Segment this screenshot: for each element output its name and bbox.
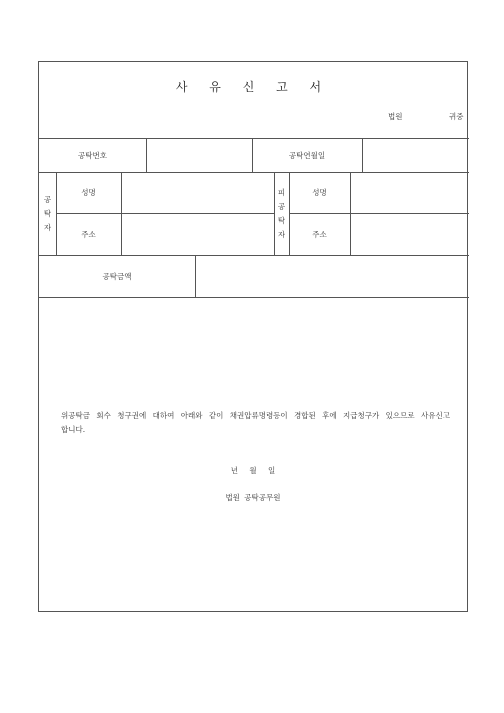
- depositor-name-field[interactable]: [121, 172, 274, 213]
- date-line: 년 월 일: [230, 466, 276, 475]
- depositor-address-label: 주소: [81, 229, 96, 239]
- non-depositor-name-field[interactable]: [350, 172, 469, 213]
- form-title: 사 유 신 고 서: [175, 80, 331, 94]
- addressee-label: 귀중: [449, 112, 464, 121]
- non-depositor-name-label: 성명: [312, 188, 327, 197]
- signature-line: 법원 공탁공무원: [225, 493, 281, 502]
- depositor-name-label: 성명: [81, 188, 96, 197]
- non-depositor-address-label: 주소: [312, 229, 327, 239]
- non-depositor-label: 피 공 탁 자: [277, 187, 286, 239]
- deposit-amount-label: 공탁금액: [102, 271, 132, 281]
- court-label: 법원: [388, 112, 403, 121]
- report-form: [38, 61, 468, 612]
- depositor-address-field[interactable]: [121, 213, 274, 255]
- deposit-number-field[interactable]: [146, 138, 252, 172]
- depositor-label: 공 탁 자: [43, 194, 52, 232]
- non-depositor-address-field[interactable]: [350, 213, 469, 255]
- deposit-date-field[interactable]: [362, 138, 469, 172]
- deposit-date-label: 공탁연월일: [288, 150, 326, 160]
- deposit-amount-field[interactable]: [195, 255, 469, 297]
- divider-line: [39, 297, 469, 298]
- statement-text: 위공탁금 회수 청구권에 대하여 아래와 같이 채권압류명령등이 경합된 후에 지급청구가 있으므로 사유신고합니다.: [61, 411, 451, 434]
- deposit-number-label: 공탁번호: [78, 150, 107, 160]
